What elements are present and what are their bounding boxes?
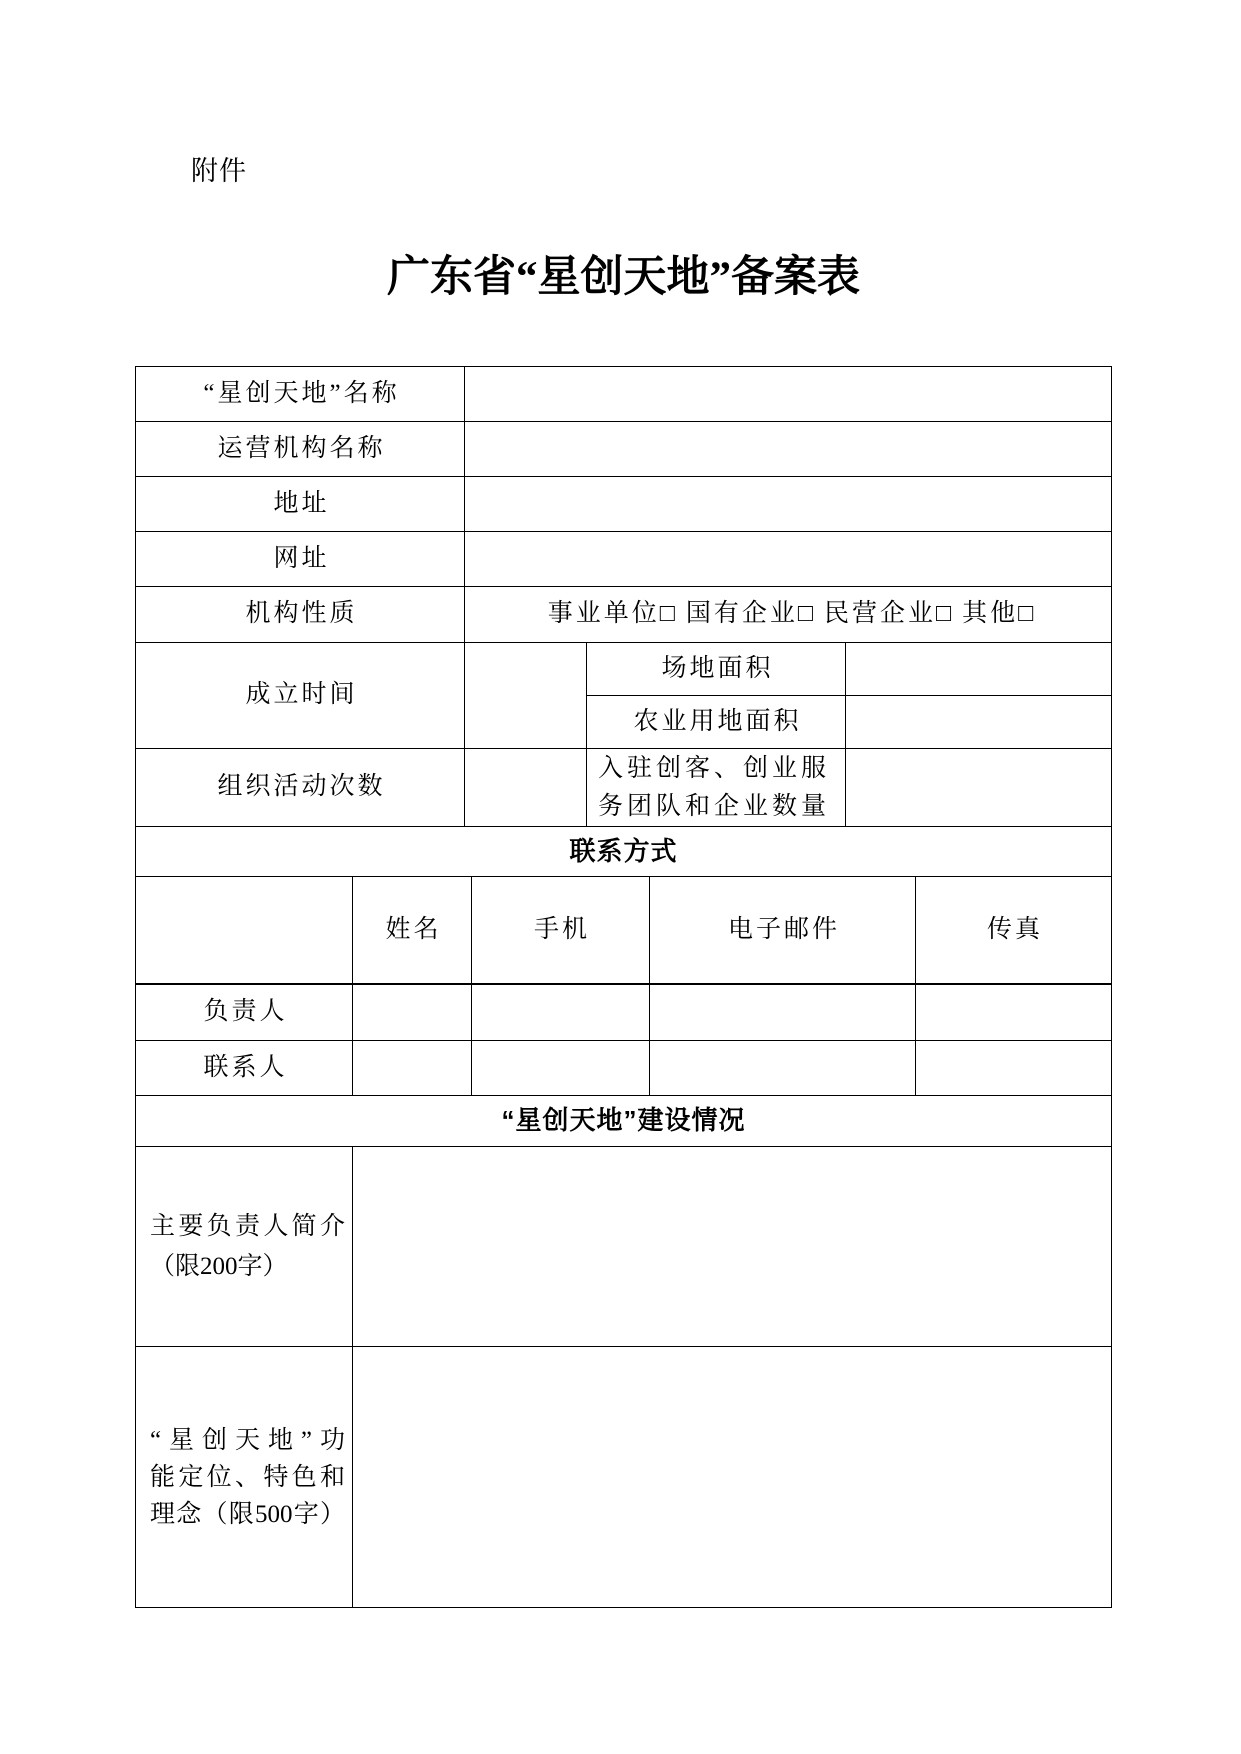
contact-mobile-field[interactable] [471,1040,650,1096]
contact-row-leader: 负责人 [135,984,353,1041]
site-area-label: 场地面积 [586,642,846,696]
positioning-label-line: 能定位、特色和 [150,1463,345,1491]
nature-option-public-institution[interactable]: 事业单位□ [547,600,678,628]
residents-label: 入驻创客、创业服务团队和企业数量 [598,754,831,820]
leader-intro-label-line: 主要负责人简介 [150,1212,345,1240]
founded-value-field[interactable] [464,642,587,749]
website-value-field[interactable] [464,531,1112,587]
operator-label: 运营机构名称 [135,421,465,477]
contact-section-title: 联系方式 [135,826,1112,877]
nature-option-private[interactable]: 民营企业□ [824,600,955,628]
nature-option-other[interactable]: 其他□ [962,600,1037,628]
nature-options-cell [464,586,1112,643]
founded-label: 成立时间 [135,642,465,749]
leader-intro-label-cell [135,1146,353,1347]
leader-email-field[interactable] [649,984,916,1041]
nature-option-state-owned[interactable]: 国有企业□ [685,600,816,628]
positioning-label-line: “星创天地”功 [150,1426,345,1454]
site-area-value-field[interactable] [845,642,1112,696]
positioning-label [150,1422,345,1533]
attachment-label: 附件 [191,156,247,186]
form-title: 广东省“星创天地”备案表 [387,254,860,301]
operator-value-field[interactable] [464,421,1112,477]
residents-label-cell [586,748,846,827]
leader-name-field[interactable] [352,984,472,1041]
nature-label: 机构性质 [135,586,465,643]
contact-col-email: 电子邮件 [649,876,916,985]
positioning-label-cell [135,1346,353,1608]
construction-section-title: “星创天地”建设情况 [135,1095,1112,1147]
contact-col-mobile: 手机 [471,876,650,985]
activities-label: 组织活动次数 [135,748,465,827]
address-value-field[interactable] [464,476,1112,532]
leader-intro-label [150,1207,345,1287]
contact-row-contact-person: 联系人 [135,1040,353,1096]
name-value-field[interactable] [464,366,1112,422]
name-label: “星创天地”名称 [135,366,465,422]
residents-value-field[interactable] [845,748,1112,827]
leader-intro-field[interactable] [352,1146,1112,1347]
contact-col-fax: 传真 [915,876,1112,985]
leader-mobile-field[interactable] [471,984,650,1041]
nature-options [540,598,1036,631]
leader-fax-field[interactable] [915,984,1112,1041]
contact-fax-field[interactable] [915,1040,1112,1096]
address-label: 地址 [135,476,465,532]
farmland-area-value-field[interactable] [845,695,1112,749]
positioning-limit-line: 理念（限500字） [150,1500,345,1528]
contact-col-name: 姓名 [352,876,472,985]
activities-value-field[interactable] [464,748,587,827]
positioning-field[interactable] [352,1346,1112,1608]
contact-name-field[interactable] [352,1040,472,1096]
leader-intro-limit-line: （限200字） [150,1252,288,1280]
contact-email-field[interactable] [649,1040,916,1096]
website-label: 网址 [135,531,465,587]
contact-corner-cell [135,876,353,985]
farmland-area-label: 农业用地面积 [586,695,846,749]
